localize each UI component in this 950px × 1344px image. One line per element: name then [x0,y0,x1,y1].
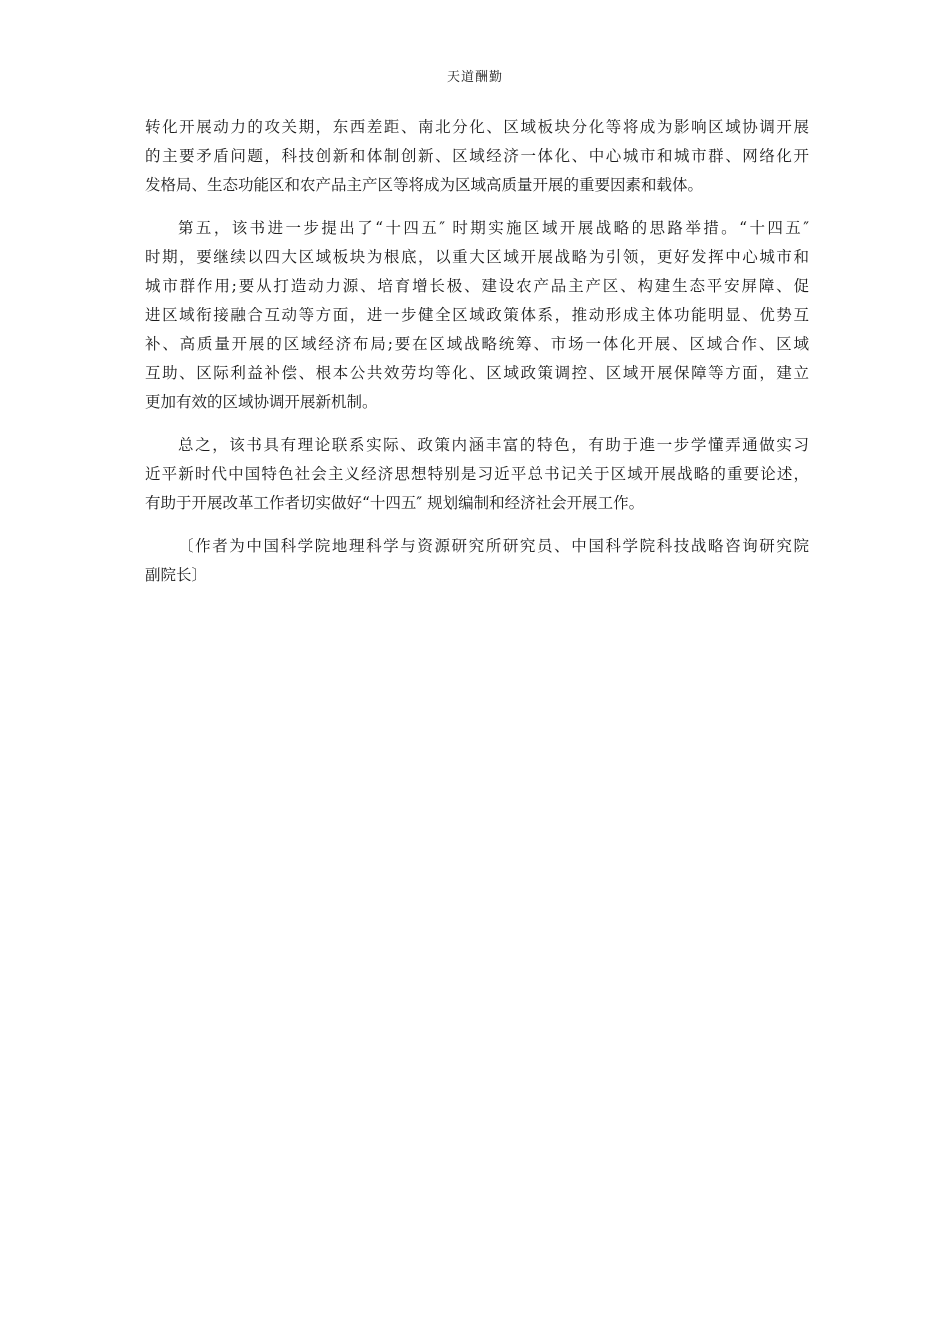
text-line: 的主要矛盾问题，科技创新和体制创新、区域经济一体化、中心城市和城市群、网络化开 [145,147,809,165]
text-line: 副院长〕 [145,566,208,584]
text-line: 有助于开展改革工作者切实做好“十四五″ 规划编制和经济社会开展工作。 [145,494,645,512]
text-line: 〔作者为中国科学院地理科学与资源研究所研究员、中国科学院科技战略咨询研究院 [178,537,809,555]
page-header: 天道酬勤 [446,70,503,85]
text-line: 城市群作用;要从打造动力源、培育增长极、建设农产品主产区、构建生态平安屏障、促 [145,277,809,295]
text-line: 更加有效的区域协调开展新机制。 [145,393,378,411]
text-line: 发格局、生态功能区和农产品主产区等将成为区域高质量开展的重要因素和载体。 [145,176,704,194]
paragraph-continuation [145,113,809,200]
text-line: 近平新时代中国特色社会主义经济思想特别是习近平总书记关于区域开展战略的重要论述， [145,465,809,483]
paragraph-author-note [145,532,809,590]
article-body [145,113,809,590]
paragraph-fifth-point [145,214,809,417]
text-line: 进区域衔接融合互动等方面，进一步健全区域政策体系，推动形成主体功能明显、优势互 [145,306,809,324]
text-line: 互助、区际利益补偿、根本公共效劳均等化、区域政策调控、区域开展保障等方面，建立 [145,364,809,382]
text-line: 补、高质量开展的区域经济布局;要在区域战略统筹、市场一体化开展、区域合作、区域 [145,335,809,353]
paragraph-conclusion [145,431,809,518]
text-line: 第五，该书进一步提出了“十四五″ 时期实施区域开展战略的思路举措。“十四五″ [178,219,809,237]
text-line: 时期，要继续以四大区域板块为根底，以重大区域开展战略为引领，更好发挥中心城市和 [145,248,809,266]
text-line: 转化开展动力的攻关期，东西差距、南北分化、区域板块分化等将成为影响区域协调开展 [145,118,809,136]
text-line: 总之，该书具有理论联系实际、政策内涵丰富的特色，有助于進一步学懂弄通做实习 [178,436,809,454]
